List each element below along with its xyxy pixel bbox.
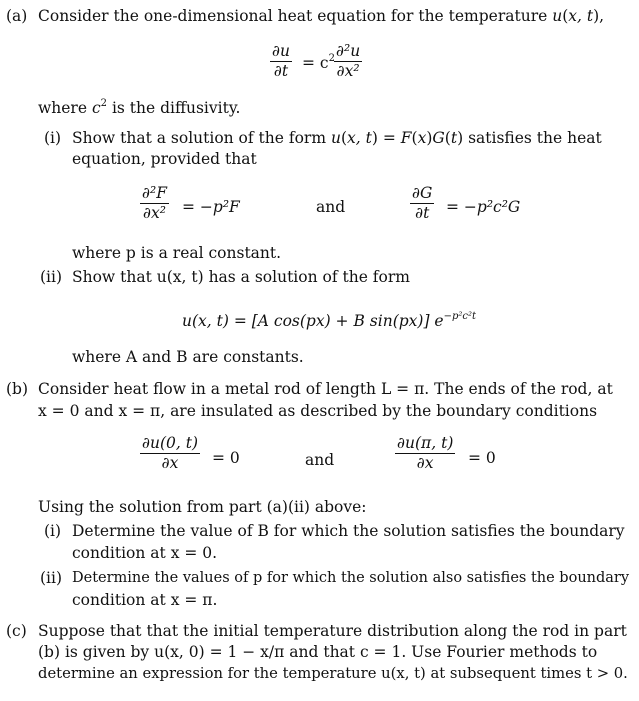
bc-left-frac: $\frac{\partial u(0, t)}{\partial x}$ [142, 434, 199, 472]
bc-right-frac: $\frac{\partial u(\pi, t)}{\partial x}$ [397, 434, 454, 472]
bc-right-rhs: = 0 [468, 449, 496, 467]
eq-right-rhs: = −p²c²G [446, 198, 521, 216]
part-b-label: (b) [6, 380, 29, 398]
part-a-ii-line1: Show that u(x, t) has a solution of the form [72, 268, 410, 286]
eq-right-frac: $\frac{\partial G}{\partial t}$ [412, 184, 433, 222]
part-a-i-line1: Show that a solution of the form u(x, t) = F(x)G(t) satisfies the heat [72, 129, 602, 147]
part-c-line2: (b) is given by u(x, 0) = 1 − x/π and that c = 1. Use Fourier methods to [38, 643, 598, 661]
part-a-ii-label: (ii) [40, 268, 63, 286]
eq-left-frac: $\frac{\text{∂²F}}{\text{∂x²}}$ [142, 184, 167, 222]
part-a-label: (a) [6, 7, 28, 25]
part-a-ii-where: where A and B are constants. [72, 348, 304, 366]
part-b-line1: Consider heat flow in a metal rod of length L = π. The ends of the rod, at [38, 380, 613, 398]
eq-and: and [316, 198, 346, 216]
part-a-intro: Consider the one-dimensional heat equation for the temperature u(x, t), [38, 7, 605, 25]
part-b-using: Using the solution from part (a)(ii) above: [38, 498, 367, 516]
part-c-label: (c) [6, 622, 27, 640]
part-a-where: where $c^2$ is the diffusivity. [38, 98, 241, 117]
heat-eq-lhs: $\frac{\partial u}{\partial t}$ [272, 42, 290, 80]
heat-eq-rhs: $\frac{\text{∂²u}}{\text{∂x²}}$ [336, 42, 361, 80]
heat-eq-equals: = $c^2$ [302, 53, 335, 72]
part-b-i-line1: Determine the value of B for which the solution satisfies the boundary [72, 522, 625, 540]
bc-and: and [305, 451, 335, 469]
part-b-i-label: (i) [44, 522, 62, 540]
part-c-line3: determine an expression for the temperature u(x, t) at subsequent times t > 0. [38, 665, 628, 682]
part-b-ii-line1: Determine the values of p for which the solution also satisfies the boundary [72, 570, 630, 586]
part-a-i-label: (i) [44, 129, 62, 147]
part-a-i-line2: equation, provided that [72, 150, 257, 168]
eq-left-rhs: = −p²F [182, 198, 240, 216]
solution-form: u(x, t) = [A cos(px) + B sin(px)] $e^{-p^2c^2t}$ [182, 311, 477, 330]
part-b-ii-line2: condition at x = π. [72, 591, 218, 609]
part-c-line1: Suppose that that the initial temperature distribution along the rod in part [38, 622, 627, 640]
part-b-ii-label: (ii) [40, 569, 63, 587]
part-b-i-line2: condition at x = 0. [72, 544, 218, 562]
bc-left-rhs: = 0 [212, 449, 240, 467]
part-a-i-where: where p is a real constant. [72, 244, 282, 262]
part-b-line2: x = 0 and x = π, are insulated as described by the boundary conditions [38, 402, 598, 420]
